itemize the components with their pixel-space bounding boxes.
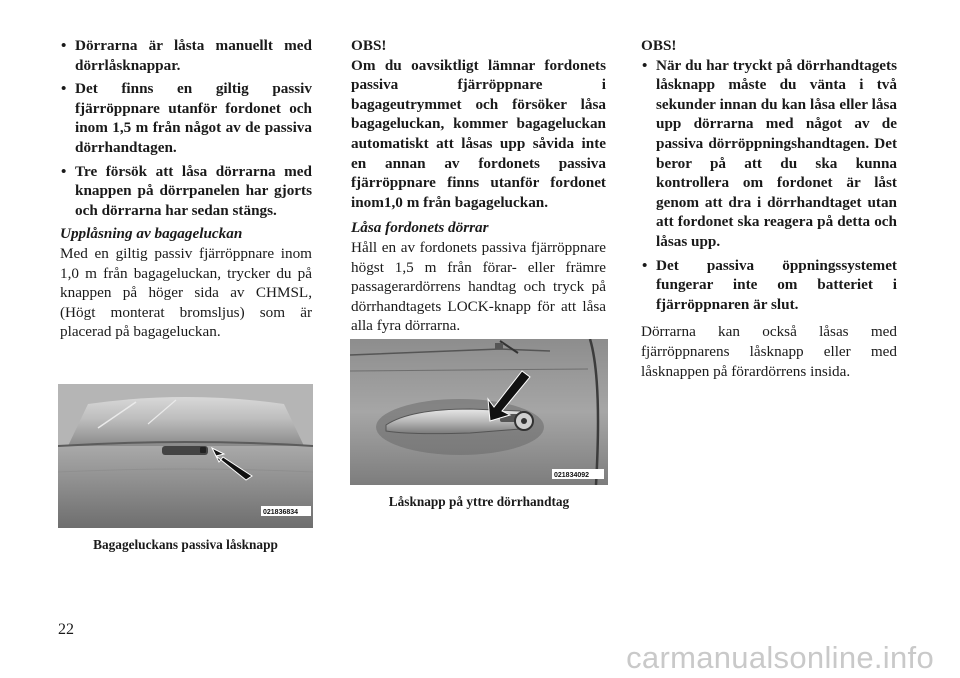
list-item: • Tre försök att låsa dörrarna med knappen på dörrpanelen har gjorts och dörrarna har sedan stängs. (60, 162, 312, 221)
list-item: • Det passiva öppningssystemet fungerar inte om batteriet i fjärröppnaren är slut. (641, 256, 897, 315)
watermark: carmanualsonline.info (626, 640, 934, 675)
note-title: OBS! (351, 37, 387, 54)
figure-code: 021834092 (554, 472, 590, 479)
note-list (641, 56, 897, 315)
section-heading-trunk-unlock: Upplåsning av bagageluckan (60, 225, 243, 243)
figure-trunk-lock-button (58, 384, 313, 553)
figure-caption: Bagageluckans passiva låsknapp (93, 537, 278, 552)
column-left (60, 36, 312, 348)
list-item: • Det finns en giltig passiv fjärröppnare utanför fordonet och inom 1,5 m från något av de passiva dörrhandtagen. (60, 79, 312, 157)
column-middle (351, 36, 606, 342)
figure-door-handle-lock-button (350, 339, 608, 510)
note-body: Om du oavsiktligt lämnar fordonets passiva fjärröppnare i bagageutrymmet och försöker låsa bagageluckan, kommer bagageluckan automatiskt att låsas upp såvida inte en annan av fordonets passiva fjärröppnare finns utanför fordonet inom1,0 m från bagageluckan. (351, 56, 606, 211)
section-heading-lock-doors: Låsa fordonets dörrar (351, 219, 489, 237)
figure-code: 021836834 (263, 509, 299, 516)
column-right (641, 36, 897, 387)
paragraph-trunk-unlock: Med en giltig passiv fjärröppnare inom 1,0 m från bagageluckan, trycker du på knappen på höger sida av CHMSL, (Högt monterat bromsljus) som är placerad på bagageluckan. (60, 244, 312, 341)
figure-caption: Låsknapp på yttre dörrhandtag (388, 494, 570, 509)
condition-list (60, 36, 312, 220)
paragraph-lock-doors: Håll en av fordonets passiva fjärröppnare högst 1,5 m från förar- eller främre passagerardörrens handtag och tryck på dörrhandtagets LOCK-knapp för att låsa alla fyra dörrarna. (351, 238, 606, 335)
list-item: • Dörrarna är låsta manuellt med dörrlåsknappar. (60, 36, 312, 75)
list-item: • När du har tryckt på dörrhandtagets låsknapp måste du vänta i två sekunder innan du kan låsa eller låsa upp dörrarna med något av de passiva dörröppningshandtagen. Det beror på att du ska kunna kontrollera om fordonet är låst genom att dra i dörrhandtaget utan att fordonet ska reagera på detta och låsas upp. (641, 56, 897, 252)
page-number: 22 (58, 621, 74, 638)
note-title: OBS! (641, 37, 677, 54)
door-handle-illustration (350, 339, 608, 485)
trunk-illustration (58, 384, 313, 528)
paragraph-alt-locking: Dörrarna kan också låsas med fjärröppnarens låsknapp eller med låsknappen på förardörrens insida. (641, 323, 897, 380)
